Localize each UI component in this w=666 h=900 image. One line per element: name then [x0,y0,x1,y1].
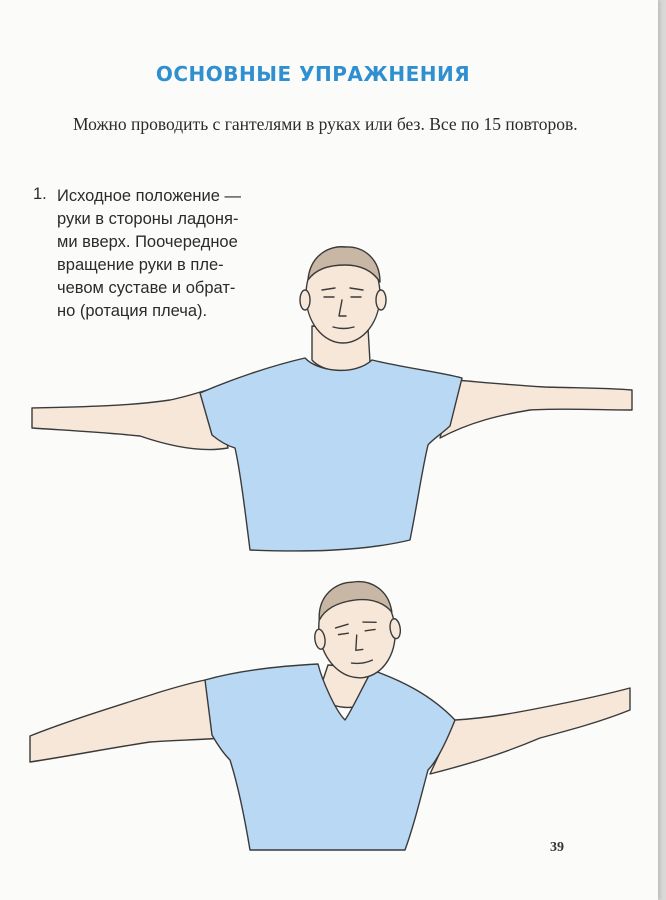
section-title: ОСНОВНЫЕ УПРАЖНЕНИЯ [155,62,471,86]
left-arm [32,388,228,450]
illustration-rotation [0,570,658,860]
shirt [200,358,462,551]
illustration-arms-out [0,230,658,560]
intro-paragraph: Можно проводить с гантелями в руках или без. Все по 15 повторов. [73,114,578,134]
step-description: Исходное положение — руки в стороны ладоня- ми вверх. Поочередное вращение руки в пле- чевом суставе и обрат- но (ротация плеча). [57,187,242,320]
step-number: 1. [33,185,47,203]
figure-top [32,247,632,551]
right-ear [376,290,386,310]
figure-bottom [30,576,630,850]
left-arm [30,680,222,762]
right-arm [440,380,632,438]
page-number: 39 [550,840,564,855]
left-ear [300,290,310,310]
right-arm [430,688,630,774]
